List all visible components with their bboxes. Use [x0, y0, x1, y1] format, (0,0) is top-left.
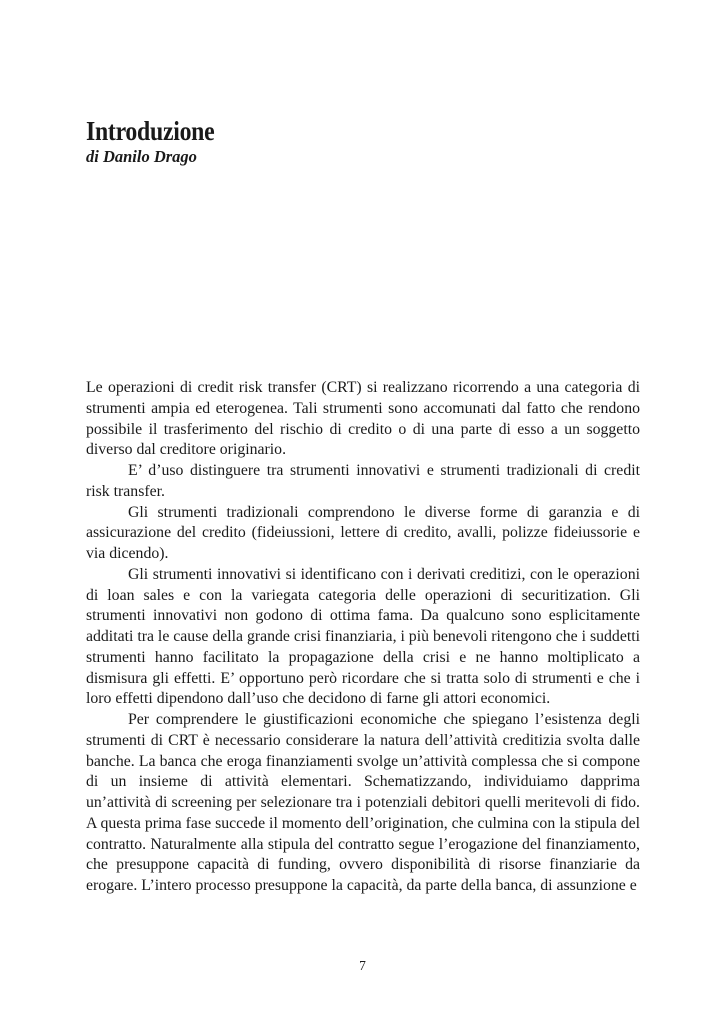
paragraph-3: Gli strumenti tradizionali comprendono le diverse forme di garanzia e di assicurazione del credito (fideiussioni, lettere di credito, avalli, polizze fideiussorie e via dicendo). — [86, 503, 640, 562]
chapter-title: Introduzione — [86, 116, 215, 146]
paragraph-1: Le operazioni di credit risk transfer (CRT) si realizzano ricorrendo a una categoria di strumenti ampia ed eterogenea. Tali strumenti sono accomunati dal fatto che rendono possibile il trasferimento del rischio di credito o di una parte di esso a un soggetto diverso dal creditore originario. — [86, 379, 640, 459]
paragraph-5: Per comprendere le giustificazioni economiche che spiegano l’esistenza degli strumenti di CRT è necessario considerare la natura dell’attività creditizia svolta dalle banche. La banca che eroga finanziamenti svolge un’attività complessa che si compone di un insieme di attività elementari. Schematizzando, individuiamo dapprima un’attività di screening per selezionare tra i potenziali debitori quelli meritevoli di fido. A questa prima fase succede il momento dell’origination, che culmina con la stipula del contratto. Naturalmente alla stipula del contratto segue l’erogazione del finanziamento, che presuppone capacità di funding, ovvero disponibilità di risorse finanziarie da erogare. L’intero processo presuppone la capacità, da parte della banca, di assunzione e — [86, 711, 640, 894]
chapter-author: di Danilo Drago — [86, 147, 197, 166]
body-text — [86, 378, 640, 897]
paragraph-2: E’ d’uso distinguere tra strumenti innovativi e strumenti tradizionali di credit risk transfer. — [86, 462, 640, 500]
page-number: 7 — [359, 958, 366, 973]
paragraph-4: Gli strumenti innovativi si identificano con i derivati creditizi, con le operazioni di loan sales e con la variegata categoria delle operazioni di securitization. Gli strumenti innovativi non godono di ottima fama. Da qualcuno sono esplicitamente additati tra le cause della grande crisi finanziaria, i più benevoli ritengono che i suddetti strumenti hanno facilitato la propagazione della crisi e ne hanno moltiplicato a dismisura gli effetti. E’ opportuno però ricordare che si tratta solo di strumenti e che i loro effetti dipendono dall’uso che decidono di farne gli attori economici. — [86, 565, 641, 708]
